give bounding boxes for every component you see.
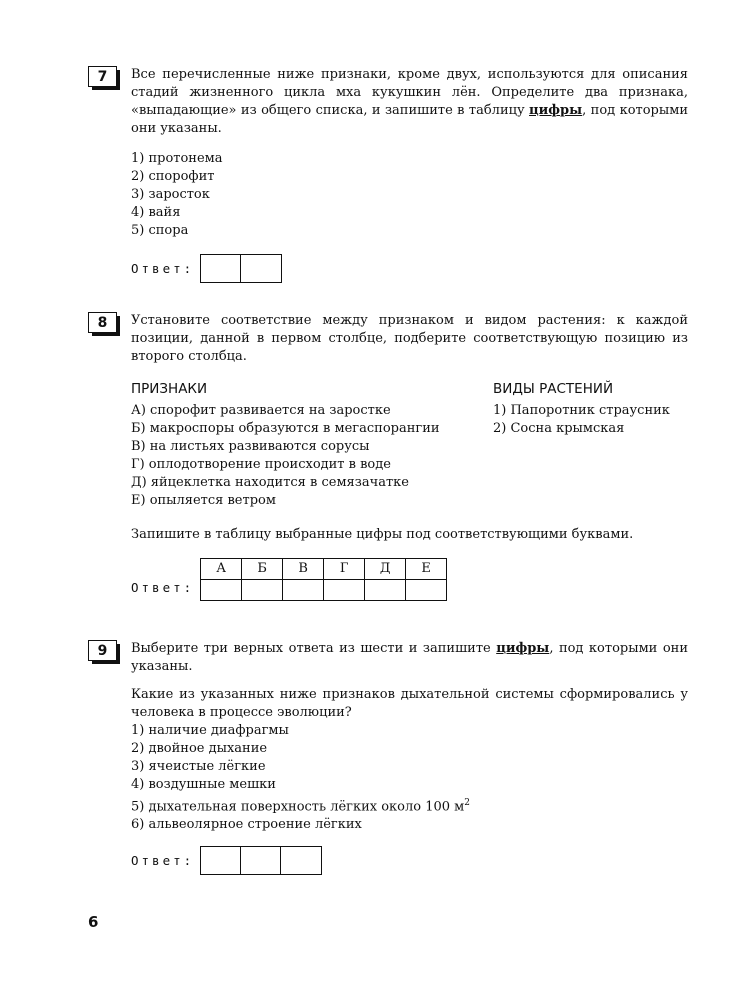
option-4: 4) воздушные мешки: [131, 777, 276, 792]
option-2: 2) спорофит: [131, 169, 215, 184]
answer-row: [131, 558, 688, 601]
task-number: 9: [88, 640, 117, 661]
letter-cell: В: [283, 559, 324, 580]
feature-a: А) спорофит развивается на заростке: [131, 403, 391, 418]
feature-v: В) на листьях развиваются сорусы: [131, 439, 370, 454]
option-3: 3) ячеистые лёгкие: [131, 759, 266, 774]
answer-cell[interactable]: [281, 847, 321, 874]
answer-row: [131, 254, 688, 283]
species-column: [493, 380, 688, 510]
option-4: 4) вайя: [131, 205, 181, 220]
feature-b: Б) макроспоры образуются в мегаспорангии: [131, 421, 440, 436]
match-columns: [131, 380, 688, 510]
features-header: ПРИЗНАКИ: [131, 381, 208, 397]
answer-cell[interactable]: [201, 255, 241, 282]
feature-e: Е) опыляется ветром: [131, 493, 276, 508]
letter-cell: Д: [365, 559, 406, 580]
answer-label: Ответ:: [131, 580, 195, 595]
superscript: 2: [464, 798, 471, 808]
keyword: цифры: [496, 641, 550, 656]
answer-label: Ответ:: [131, 260, 195, 276]
task-prompt: Установите соответствие между признаком и видом растения: к каждой позиции, данной в первом столбце, подберите соответствующую позицию из второго столбца.: [131, 313, 688, 364]
answer-cells: [200, 846, 322, 875]
answers-row: [201, 580, 447, 601]
species-header: ВИДЫ РАСТЕНИЙ: [493, 381, 614, 397]
answer-row: [131, 846, 688, 875]
answer-cell[interactable]: [201, 580, 242, 601]
answer-label: Ответ:: [131, 852, 195, 868]
answer-cell[interactable]: [201, 847, 241, 874]
task-7: [88, 66, 688, 283]
option-list: [131, 150, 688, 240]
option-5: 5) дыхательная поверхность лёгких около 100 $м^2$: [131, 798, 471, 815]
option-6: 6) альвеолярное строение лёгких: [131, 817, 362, 833]
answer-cell[interactable]: [365, 580, 406, 601]
letters-row: [201, 559, 447, 580]
answer-cells: [200, 254, 282, 283]
feature-d: Д) яйцеклетка находится в семязачатке: [131, 475, 409, 490]
option-list: [131, 722, 688, 834]
letter-cell: Е: [406, 559, 447, 580]
option-5: 5) спора: [131, 223, 189, 238]
answer-cell[interactable]: [241, 255, 281, 282]
task-number: 8: [88, 312, 117, 333]
option-2: 2) двойное дыхание: [131, 741, 268, 756]
answer-cell[interactable]: [283, 580, 324, 601]
species-2: 2) Сосна крымская: [493, 421, 625, 436]
answer-table: [200, 558, 447, 601]
letter-cell: Г: [324, 559, 365, 580]
option-1: 1) протонема: [131, 151, 223, 166]
letter-cell: А: [201, 559, 242, 580]
keyword: цифры: [529, 103, 583, 118]
option-1: 1) наличие диафрагмы: [131, 723, 289, 738]
page-number: 6: [88, 913, 99, 931]
task-prompt: Выберите три верных ответа из шести и запишите цифры, под которыми они указаны.: [131, 641, 688, 674]
feature-g: Г) оплодотворение происходит в воде: [131, 457, 391, 472]
answer-cell[interactable]: [242, 580, 283, 601]
task-8: [88, 312, 688, 601]
instruction: Запишите в таблицу выбранные цифры под соответствующими буквами.: [131, 527, 634, 542]
letter-cell: Б: [242, 559, 283, 580]
task-9: [88, 640, 688, 875]
task-number: 7: [88, 66, 117, 87]
answer-cell[interactable]: [406, 580, 447, 601]
species-1: 1) Папоротник страусник: [493, 403, 670, 418]
features-column: [131, 380, 493, 510]
task-prompt: Все перечисленные ниже признаки, кроме двух, используются для описания стадий жизненного цикла мха кукушкин лён. Определите два признака, «выпадающие» из общего списка, и запишите в таблицу цифры, под которыми они указаны.: [131, 67, 688, 136]
answer-cell[interactable]: [241, 847, 281, 874]
question: Какие из указанных ниже признаков дыхательной системы сформировались у человека в процессе эволюции?: [131, 687, 688, 720]
answer-cell[interactable]: [324, 580, 365, 601]
option-3: 3) заросток: [131, 187, 210, 202]
